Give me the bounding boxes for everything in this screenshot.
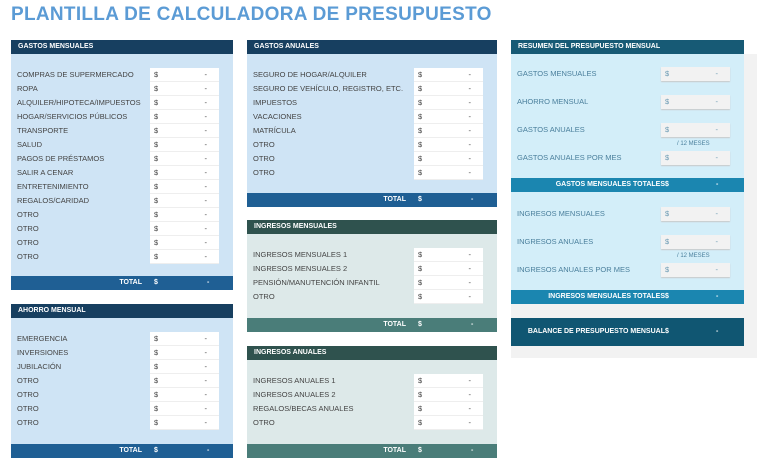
summary-panel	[511, 40, 757, 358]
amount-input[interactable]	[150, 110, 219, 124]
item-label: OTRO	[253, 154, 275, 163]
amount-input[interactable]	[150, 138, 219, 152]
amount-value: -	[204, 418, 207, 427]
list-item	[247, 290, 497, 304]
item-label: ENTRETENIMIENTO	[17, 182, 89, 191]
amount-input[interactable]	[150, 68, 219, 82]
total-value[interactable]: -	[207, 447, 210, 454]
balance-bar-value: -	[716, 328, 719, 335]
currency-symbol: $	[665, 328, 669, 335]
summary-item-label: AHORRO MENSUAL	[517, 97, 589, 106]
list-item	[247, 110, 497, 124]
amount-value: -	[468, 154, 471, 163]
amount-input[interactable]	[150, 82, 219, 96]
amount-input[interactable]	[150, 194, 219, 208]
amount-input[interactable]	[414, 388, 483, 402]
item-label: REGALOS/BECAS ANUALES	[253, 404, 354, 413]
section-ingresos-anuales	[247, 346, 497, 458]
list-item	[11, 96, 233, 110]
summary-amount	[661, 123, 730, 137]
summary-amount	[661, 235, 730, 249]
item-label: SALUD	[17, 140, 43, 149]
currency-symbol: $	[154, 447, 158, 454]
section-ingresos-mensuales	[247, 220, 497, 332]
list-item	[247, 416, 497, 430]
currency-symbol: $	[665, 265, 670, 274]
amount-value: -	[468, 404, 471, 413]
item-label: TRANSPORTE	[17, 126, 69, 135]
amount-input[interactable]	[150, 152, 219, 166]
list-item	[247, 96, 497, 110]
currency-symbol: $	[154, 390, 159, 399]
summary-item-label: INGRESOS MENSUALES	[517, 209, 605, 218]
expense-total-bar-value: -	[716, 181, 719, 188]
amount-input[interactable]	[150, 250, 219, 264]
list-item	[11, 250, 233, 264]
expense-total-bar-label: GASTOS MENSUALES TOTALES	[555, 181, 665, 188]
amount-value: -	[204, 98, 207, 107]
amount-value: -	[468, 70, 471, 79]
item-label: SEGURO DE VEHÍCULO, REGISTRO, ETC.	[253, 84, 404, 93]
amount-input[interactable]	[414, 374, 483, 388]
currency-symbol: $	[154, 252, 159, 261]
list-item	[247, 262, 497, 276]
currency-symbol: $	[154, 376, 159, 385]
amount-value: -	[468, 390, 471, 399]
currency-symbol: $	[154, 70, 159, 79]
summary-amount	[661, 207, 730, 221]
summary-item-label: GASTOS MENSUALES	[517, 69, 597, 78]
summary-item-label: GASTOS ANUALES POR MES	[517, 153, 622, 162]
total-label: TOTAL	[119, 279, 142, 286]
total-label: TOTAL	[383, 447, 406, 454]
currency-symbol: $	[665, 181, 669, 188]
list-item	[11, 360, 233, 374]
list-item	[11, 68, 233, 82]
amount-input[interactable]	[414, 248, 483, 262]
item-label: OTRO	[253, 168, 275, 177]
section-header: GASTOS MENSUALES	[11, 40, 233, 54]
amount-input[interactable]	[414, 416, 483, 430]
item-label: OTRO	[17, 224, 39, 233]
summary-amount	[661, 263, 730, 277]
currency-symbol: $	[154, 404, 159, 413]
currency-symbol: $	[665, 237, 670, 246]
amount-value: -	[715, 209, 718, 218]
total-bar	[247, 193, 497, 207]
list-item	[11, 194, 233, 208]
amount-input[interactable]	[414, 402, 483, 416]
income-total-bar-label: INGRESOS MENSUALES TOTALES	[548, 293, 665, 300]
currency-symbol: $	[154, 168, 159, 177]
list-item	[11, 82, 233, 96]
currency-symbol: $	[154, 348, 159, 357]
summary-item-label: INGRESOS ANUALES POR MES	[517, 265, 630, 274]
currency-symbol: $	[418, 418, 423, 427]
item-label: PAGOS DE PRÉSTAMOS	[17, 154, 105, 163]
currency-symbol: $	[154, 238, 159, 247]
total-bar	[11, 276, 233, 290]
currency-symbol: $	[154, 98, 159, 107]
amount-value: -	[204, 182, 207, 191]
currency-symbol: $	[154, 154, 159, 163]
amount-input[interactable]	[150, 236, 219, 250]
total-value[interactable]: -	[471, 196, 474, 203]
currency-symbol: $	[418, 168, 423, 177]
list-item	[247, 82, 497, 96]
item-label: ALQUILER/HIPOTECA/IMPUESTOS	[17, 98, 141, 107]
item-label: SALIR A CENAR	[17, 168, 74, 177]
currency-symbol: $	[418, 196, 422, 203]
currency-symbol: $	[418, 250, 423, 259]
item-label: OTRO	[17, 390, 39, 399]
section-ahorro-mensual	[11, 304, 233, 458]
amount-value: -	[204, 84, 207, 93]
list-item	[11, 402, 233, 416]
list-item	[11, 152, 233, 166]
total-label: TOTAL	[119, 447, 142, 454]
section-header: INGRESOS ANUALES	[247, 346, 497, 360]
amount-value: -	[715, 265, 718, 274]
amount-input[interactable]	[150, 388, 219, 402]
item-label: INVERSIONES	[17, 348, 69, 357]
amount-input[interactable]	[414, 110, 483, 124]
currency-symbol: $	[418, 321, 422, 328]
amount-value: -	[468, 376, 471, 385]
list-item	[247, 68, 497, 82]
item-label: INGRESOS MENSUALES 1	[253, 250, 348, 259]
currency-symbol: $	[665, 125, 670, 134]
item-label: OTRO	[17, 404, 39, 413]
total-label: TOTAL	[383, 196, 406, 203]
item-label: INGRESOS ANUALES 1	[253, 376, 336, 385]
currency-symbol: $	[418, 112, 423, 121]
list-item	[247, 388, 497, 402]
amount-value: -	[204, 70, 207, 79]
list-item	[11, 208, 233, 222]
amount-value: -	[204, 154, 207, 163]
item-label: INGRESOS ANUALES 2	[253, 390, 336, 399]
amount-input[interactable]	[150, 124, 219, 138]
item-label: SEGURO DE HOGAR/ALQUILER	[253, 70, 367, 79]
total-value[interactable]: -	[207, 279, 210, 286]
currency-symbol: $	[665, 293, 669, 300]
currency-symbol: $	[418, 390, 423, 399]
total-label: TOTAL	[383, 321, 406, 328]
currency-symbol: $	[418, 84, 423, 93]
amount-value: -	[468, 126, 471, 135]
currency-symbol: $	[418, 376, 423, 385]
expense-total-bar	[511, 178, 744, 192]
amount-value: -	[468, 418, 471, 427]
amount-input[interactable]	[414, 290, 483, 304]
currency-symbol: $	[154, 196, 159, 205]
amount-value: -	[715, 97, 718, 106]
currency-symbol: $	[154, 182, 159, 191]
item-label: PENSIÓN/MANUTENCIÓN INFANTIL	[253, 278, 380, 287]
currency-symbol: $	[154, 279, 158, 286]
list-item	[11, 124, 233, 138]
section-header: GASTOS ANUALES	[247, 40, 497, 54]
amount-value: -	[715, 237, 718, 246]
amount-value: -	[468, 250, 471, 259]
currency-symbol: $	[154, 84, 159, 93]
amount-value: -	[468, 264, 471, 273]
currency-symbol: $	[418, 292, 423, 301]
item-label: OTRO	[17, 238, 39, 247]
currency-symbol: $	[154, 210, 159, 219]
amount-value: -	[468, 292, 471, 301]
section-header: AHORRO MENSUAL	[11, 304, 233, 318]
total-value[interactable]: -	[471, 447, 474, 454]
amount-value: -	[468, 112, 471, 121]
amount-input[interactable]	[414, 276, 483, 290]
currency-symbol: $	[154, 418, 159, 427]
amount-value: -	[715, 125, 718, 134]
item-label: IMPUESTOS	[253, 98, 298, 107]
income-total-bar-value: -	[716, 293, 719, 300]
amount-input[interactable]	[150, 96, 219, 110]
item-label: MATRÍCULA	[253, 126, 296, 135]
item-label: OTRO	[17, 376, 39, 385]
amount-value: -	[204, 362, 207, 371]
item-label: OTRO	[253, 140, 275, 149]
amount-value: -	[204, 126, 207, 135]
item-label: EMERGENCIA	[17, 334, 68, 343]
currency-symbol: $	[665, 97, 670, 106]
summary-amount	[661, 95, 730, 109]
section-header: INGRESOS MENSUALES	[247, 220, 497, 234]
list-item	[247, 276, 497, 290]
list-item	[247, 152, 497, 166]
amount-input[interactable]	[414, 82, 483, 96]
divide-note: / 12 MESES	[677, 253, 710, 259]
divide-note: / 12 MESES	[677, 141, 710, 147]
item-label: OTRO	[17, 418, 39, 427]
list-item	[247, 402, 497, 416]
amount-value: -	[204, 238, 207, 247]
amount-input[interactable]	[414, 262, 483, 276]
list-item	[11, 236, 233, 250]
amount-value: -	[715, 153, 718, 162]
amount-input[interactable]	[150, 332, 219, 346]
currency-symbol: $	[154, 334, 159, 343]
amount-value: -	[468, 168, 471, 177]
balance-bar	[511, 318, 744, 346]
amount-value: -	[204, 334, 207, 343]
amount-value: -	[204, 376, 207, 385]
list-item	[11, 180, 233, 194]
amount-input[interactable]	[414, 166, 483, 180]
total-bar	[11, 444, 233, 458]
item-label: OTRO	[17, 252, 39, 261]
item-label: OTRO	[17, 210, 39, 219]
list-item	[11, 110, 233, 124]
list-item	[11, 332, 233, 346]
amount-value: -	[204, 210, 207, 219]
currency-symbol: $	[418, 126, 423, 135]
item-label: ROPA	[17, 84, 38, 93]
balance-bar-label: BALANCE DE PRESUPUESTO MENSUAL	[527, 328, 665, 335]
amount-input[interactable]	[414, 124, 483, 138]
section-gastos-mensuales	[11, 40, 233, 290]
list-item	[11, 222, 233, 236]
list-item	[247, 374, 497, 388]
list-item	[11, 374, 233, 388]
amount-input[interactable]	[150, 222, 219, 236]
total-value[interactable]: -	[471, 321, 474, 328]
amount-input[interactable]	[150, 374, 219, 388]
amount-value: -	[204, 168, 207, 177]
item-label: INGRESOS MENSUALES 2	[253, 264, 348, 273]
amount-input[interactable]	[414, 68, 483, 82]
amount-value: -	[468, 84, 471, 93]
amount-value: -	[204, 112, 207, 121]
summary-amount	[661, 151, 730, 165]
currency-symbol: $	[418, 278, 423, 287]
amount-value: -	[204, 224, 207, 233]
amount-value: -	[204, 140, 207, 149]
currency-symbol: $	[418, 140, 423, 149]
total-bar	[247, 444, 497, 458]
currency-symbol: $	[418, 404, 423, 413]
amount-input[interactable]	[414, 96, 483, 110]
list-item	[11, 416, 233, 430]
currency-symbol: $	[154, 362, 159, 371]
amount-input[interactable]	[150, 208, 219, 222]
amount-input[interactable]	[150, 180, 219, 194]
item-label: JUBILACIÓN	[17, 362, 62, 371]
item-label: REGALOS/CARIDAD	[17, 196, 90, 205]
list-item	[247, 166, 497, 180]
list-item	[247, 138, 497, 152]
currency-symbol: $	[418, 154, 423, 163]
amount-value: -	[468, 98, 471, 107]
list-item	[11, 388, 233, 402]
currency-symbol: $	[154, 224, 159, 233]
summary-header: RESUMEN DEL PRESUPUESTO MENSUAL	[511, 40, 744, 54]
amount-value: -	[468, 140, 471, 149]
currency-symbol: $	[154, 140, 159, 149]
currency-symbol: $	[418, 98, 423, 107]
currency-symbol: $	[665, 69, 670, 78]
amount-value: -	[715, 69, 718, 78]
amount-input[interactable]	[150, 416, 219, 430]
item-label: HOGAR/SERVICIOS PÚBLICOS	[17, 112, 128, 121]
currency-symbol: $	[418, 70, 423, 79]
list-item	[11, 346, 233, 360]
amount-input[interactable]	[150, 166, 219, 180]
amount-value: -	[204, 348, 207, 357]
amount-input[interactable]	[150, 360, 219, 374]
amount-input[interactable]	[150, 402, 219, 416]
currency-symbol: $	[418, 264, 423, 273]
currency-symbol: $	[154, 126, 159, 135]
item-label: OTRO	[253, 292, 275, 301]
amount-value: -	[204, 404, 207, 413]
item-label: OTRO	[253, 418, 275, 427]
summary-item-label: GASTOS ANUALES	[517, 125, 585, 134]
amount-value: -	[204, 196, 207, 205]
summary-item-label: INGRESOS ANUALES	[517, 237, 594, 246]
amount-value: -	[468, 278, 471, 287]
list-item	[247, 248, 497, 262]
amount-input[interactable]	[414, 138, 483, 152]
currency-symbol: $	[418, 447, 422, 454]
section-gastos-anuales	[247, 40, 497, 207]
total-bar	[247, 318, 497, 332]
currency-symbol: $	[154, 112, 159, 121]
list-item	[11, 166, 233, 180]
item-label: VACACIONES	[253, 112, 302, 121]
currency-symbol: $	[665, 153, 670, 162]
list-item	[247, 124, 497, 138]
amount-value: -	[204, 390, 207, 399]
item-label: COMPRAS DE SUPERMERCADO	[17, 70, 134, 79]
summary-amount	[661, 67, 730, 81]
amount-value: -	[204, 252, 207, 261]
income-total-bar	[511, 290, 744, 304]
amount-input[interactable]	[414, 152, 483, 166]
amount-input[interactable]	[150, 346, 219, 360]
list-item	[11, 138, 233, 152]
currency-symbol: $	[665, 209, 670, 218]
page-title: PLANTILLA DE CALCULADORA DE PRESUPUESTO	[11, 4, 492, 25]
